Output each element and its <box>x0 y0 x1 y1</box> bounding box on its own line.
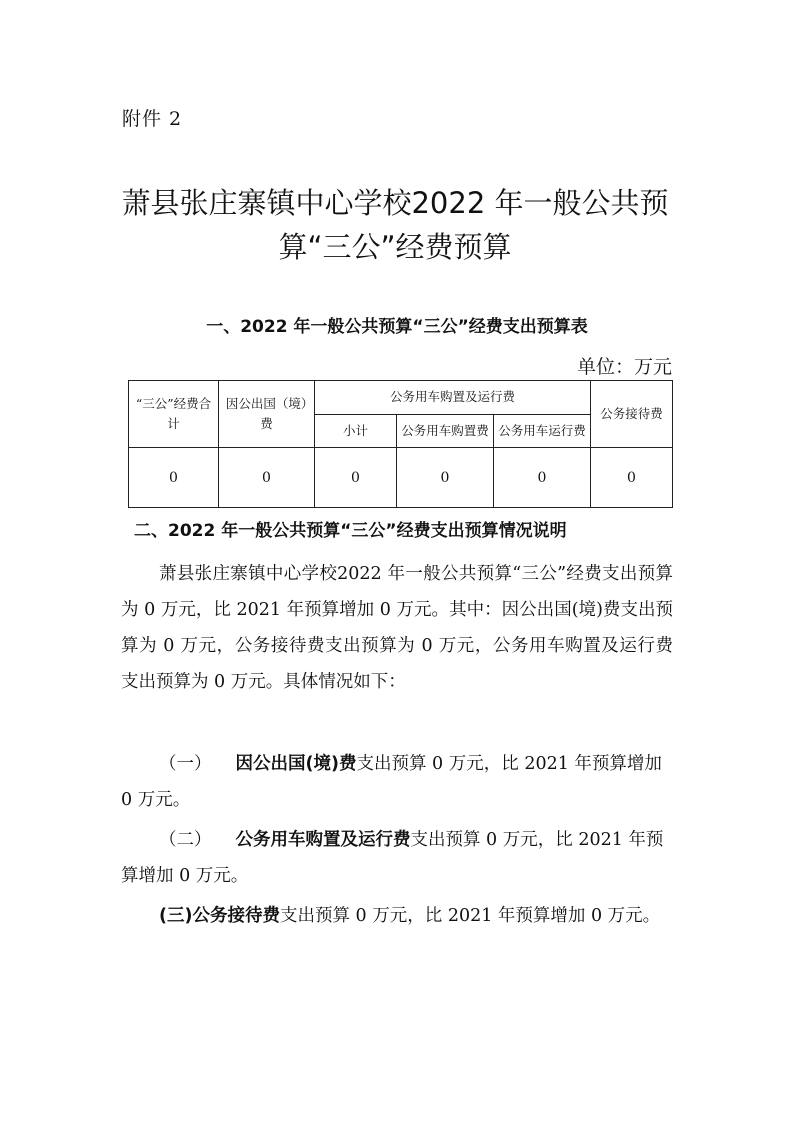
item-title: 公务用车购置及运行费 <box>235 830 411 850</box>
value-vehicle-purchase: 0 <box>397 448 494 508</box>
header-vehicle-purchase: 公务用车购置费 <box>397 414 494 448</box>
value-total: 0 <box>129 448 219 508</box>
attachment-label: 附件 2 <box>122 108 183 130</box>
item-number: (三) <box>159 906 193 926</box>
item-text: 支出预算 0 万元，比 2021 年预算增加 0 万元。 <box>121 830 664 886</box>
value-vehicle-operation: 0 <box>494 448 591 508</box>
section-2-heading: 二、2022 年一般公共预算“三公”经费支出预算情况说明 <box>134 521 567 541</box>
item-text: 支出预算 0 万元，比 2021 年预算增加 0 万元。 <box>280 906 661 926</box>
table-header-row-1 <box>129 381 673 415</box>
summary-paragraph: 萧县张庄寨镇中心学校2022 年一般公共预算“三公”经费支出预算为 0 万元，比 2021 年预算增加 0 万元。其中：因公出国(境)费支出预算为 0 万元，公务接待费支出预算为 0 万元，公务用车购置及运行费支出预算为 0 万元。具体情况如下： <box>121 564 673 692</box>
value-overseas: 0 <box>219 448 315 508</box>
document-title-line-2: 算“三公”经费预算 <box>278 230 512 264</box>
item-number: （二） <box>159 830 212 850</box>
header-vehicle-group: 公务用车购置及运行费 <box>315 381 591 415</box>
value-reception: 0 <box>591 448 673 508</box>
item-title: 因公出国(境)费 <box>235 754 357 774</box>
item-paragraph-1 <box>121 746 673 818</box>
header-overseas: 因公出国（境）费 <box>219 381 315 448</box>
header-subtotal: 小计 <box>315 414 397 448</box>
item-paragraph-2 <box>121 822 673 894</box>
header-reception: 公务接待费 <box>591 381 673 448</box>
table-row <box>129 448 673 508</box>
section-1-heading: 一、2022 年一般公共预算“三公”经费支出预算表 <box>206 317 588 337</box>
item-number: （一） <box>159 754 212 774</box>
document-title-line-1: 萧县张庄寨镇中心学校2022 年一般公共预 <box>121 186 669 220</box>
header-total: “三公”经费合计 <box>129 381 219 448</box>
item-title: 公务接待费 <box>192 906 280 926</box>
header-vehicle-operation: 公务用车运行费 <box>494 414 591 448</box>
item-text: 支出预算 0 万元，比 2021 年预算增加 0 万元。 <box>121 754 662 810</box>
budget-table <box>128 380 673 508</box>
item-paragraph-3 <box>121 898 673 934</box>
value-subtotal: 0 <box>315 448 397 508</box>
unit-label: 单位：万元 <box>576 356 672 378</box>
